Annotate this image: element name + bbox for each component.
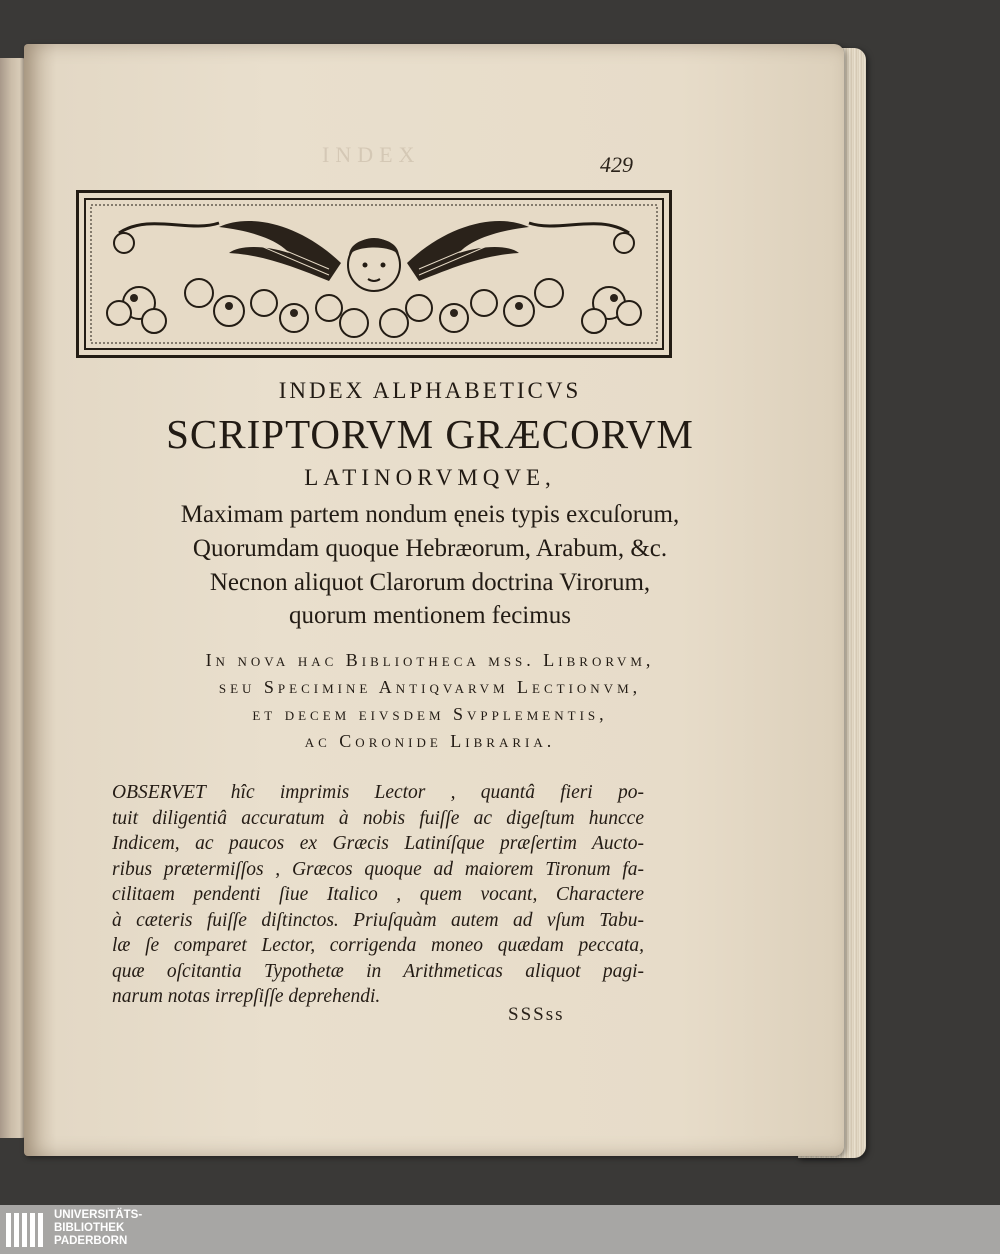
body-line: OBSERVET hîc imprimis Lector , quantâ fieri po- xyxy=(112,782,644,803)
show-through-header: INDEX xyxy=(322,142,421,167)
headpiece-illustration xyxy=(79,193,669,355)
title-line-3: LATINORVMQVE, xyxy=(304,465,556,490)
body-line: quæ oſcitantia Typothetæ in Arithmeticas aliquot pagi- xyxy=(112,960,644,982)
subtitle-line-3: et decem eivsdem Svpplementis, xyxy=(252,704,608,724)
title-line-7: quorum mentionem fecimus xyxy=(289,602,571,629)
library-footer-bar xyxy=(0,1205,1000,1254)
title-line-1: INDEX ALPHABETICVS xyxy=(278,378,582,403)
logo-line-2: BIBLIOTHEK xyxy=(54,1222,125,1234)
catchword: SSSss xyxy=(508,1004,565,1025)
body-line: læ ſe comparet Lector, corrigenda moneo quædam peccata, xyxy=(112,935,644,956)
body-line: narum notas irrepſiſſe deprehendi. xyxy=(112,986,381,1007)
subtitle-line-2: seu Specimine Antiqvarvm Lectionvm, xyxy=(218,677,642,697)
body-line: Indicem, ac paucos ex Græcis Latiníſque præſertim Aucto- xyxy=(112,833,644,854)
body-line: cilitaem pendenti ſiue Italico , quem vocant, Charactere xyxy=(112,884,644,905)
title-line-6: Necnon aliquot Clarorum doctrina Virorum, xyxy=(209,569,651,596)
title-line-2: SCRIPTORVM GRÆCORVM xyxy=(166,411,694,457)
library-logo-text xyxy=(54,1209,142,1248)
body-line: tuit diligentiâ accuratum à nobis fuiſſe ac digeſtum huncce xyxy=(112,807,644,829)
library-logo-icon xyxy=(4,1209,46,1251)
page-number: 429 xyxy=(600,152,633,177)
preface-paragraph xyxy=(112,780,644,1010)
title-line-5: Quorumdam quoque Hebræorum, Arabum, &c. xyxy=(192,535,668,562)
woodcut-headpiece xyxy=(76,190,672,358)
logo-line-3: PADERBORN xyxy=(54,1235,128,1247)
body-line: ribus prætermiſſos , Græcos quoque ad maiorem Tironum fa- xyxy=(112,858,644,880)
body-line: à cæteris fuiſſe diſtinctos. Priuſquàm autem ad vſum Tabu- xyxy=(112,909,644,931)
subtitle-line-4: ac Coronide Libraria. xyxy=(304,731,556,751)
logo-line-1: UNIVERSITÄTS- xyxy=(54,1209,143,1221)
title-line-4: Maximam partem nondum ęneis typis excuſorum, xyxy=(180,501,680,528)
subtitle-line-1: In nova hac Bibliotheca mss. Librorvm, xyxy=(205,650,655,670)
